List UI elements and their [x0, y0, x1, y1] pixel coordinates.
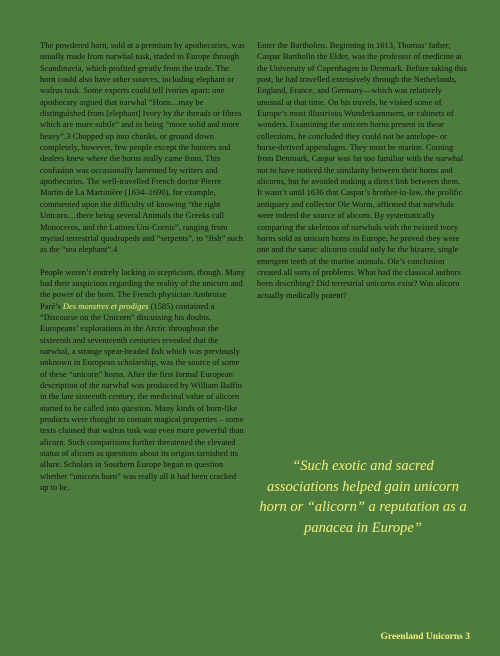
- pull-quote: “Such exotic and sacred associations helped gain unicorn horn or “alicorn” a reputation as a panacea in Europe”: [259, 458, 467, 536]
- page-footer: Greenland Unicorns 3: [380, 632, 470, 642]
- right-column: [257, 40, 469, 301]
- left-column: [40, 40, 246, 504]
- right-paragraph-1: Enter the Bartholins. Beginning in 1613, Thomas’ father, Caspar Bartholin the Elder, was the professor of medicine at the University of Copenhagen in Denmark. Before taking this post, he had travelled extensively through the Netherlands, England, France, and Germany—which was relatively unusual at that time. On his travels, he visited some of Europe’s most illustrious Wunderkammern, or cabinets of wonders. Examining the unicorn horns present in these collections, he concluded they could not be antelope- or horse-derived appendages. They must be marine. Coming from Denmark, Caspar was far too familiar with the narwhal not to have noticed the similarity between their horns and alicorns, but he avoided making a direct link between them.: [257, 40, 467, 187]
- left-paragraph-2: [40, 267, 246, 494]
- left-paragraph-2-rest: (1585) contained a “Discourse on the Unicorn” discussing his doubts. Europeans’ explorations in the Arctic throughout the sixteenth and seventeenth centuries revealed that the narwhal, a strange spear-headed fish which was previously unknown in European scholarship, was the source of some of these “unicorn” horns. After the first formal European description of the narwhal was produced by William Baffin in the late sixteenth century, the medicinal value of alicorn started to be called into question. Many kinds of horn-like products were thought to contain magical properties – some texts claimed that walrus tusk was even more powerful than alicorn. Such comparisons further threatened the elevated status of alicorn as questions about its origins tarnished its allure. Scholars in Southern Europe began to question whether “unicorn horn” was really all it had been cracked up to be.: [40, 300, 244, 493]
- book-title: Des monstres et prodiges: [62, 300, 149, 311]
- right-paragraph-2: It wasn’t until 1636 that Caspar’s brother-in-law, the prolific antiquary and collector Ole Worm, affirmed that narwhals were indeed the source of alicorn. By systematically comparing the skeletons of narwhals with the twisted ivory horns sold as unicorn horns in Europe, he proved they were one and the same: alicorns could only be the bizarre, single emergent teeth of the marine animals. Ole’s conclusion created all sorts of problems. What had the classical authors been describing? Did terrestrial unicorns exist? Was alicorn actually medically potent?: [257, 187, 463, 300]
- left-paragraph-2-start: People weren’t entirely lacking in scepticism, though. Many had their suspicions regarding the reality of the unicorn and the power of the horn. The French physician Ambroise Paré’s: [40, 266, 245, 311]
- left-paragraph-1: The powdered horn, sold at a premium by apothecaries, was usually made from narwhal tusk, traded to Europe through Scandinavia, which profited greatly from the trade. The horn could also have other sources, including elephant or walrus tusk. Some experts could tell ivories apart: one apothecary argued that narwhal “Horn…may be distinguished from [elephant] Ivory by the threads or fibres which are more subtle” and in being “more solid and more heavy”.3 Chopped up into chunks, or ground down completely, however, few people except the hunters and dealers knew where the horns really came from. This confusion was occasionally lamented by writers and apothecaries. The well-travelled French doctor Pierre Martin de La Martinière (1634–1690), for example, commented upon the difficulty of knowing “the right Unicorn…there being several Animals the Greeks call Monoceros, and the Latines Uni-Cornis”, ranging from myriad terrestrial quadrupeds and “serpents”, to “fish” such as the “sea elephant”.4: [40, 40, 245, 255]
